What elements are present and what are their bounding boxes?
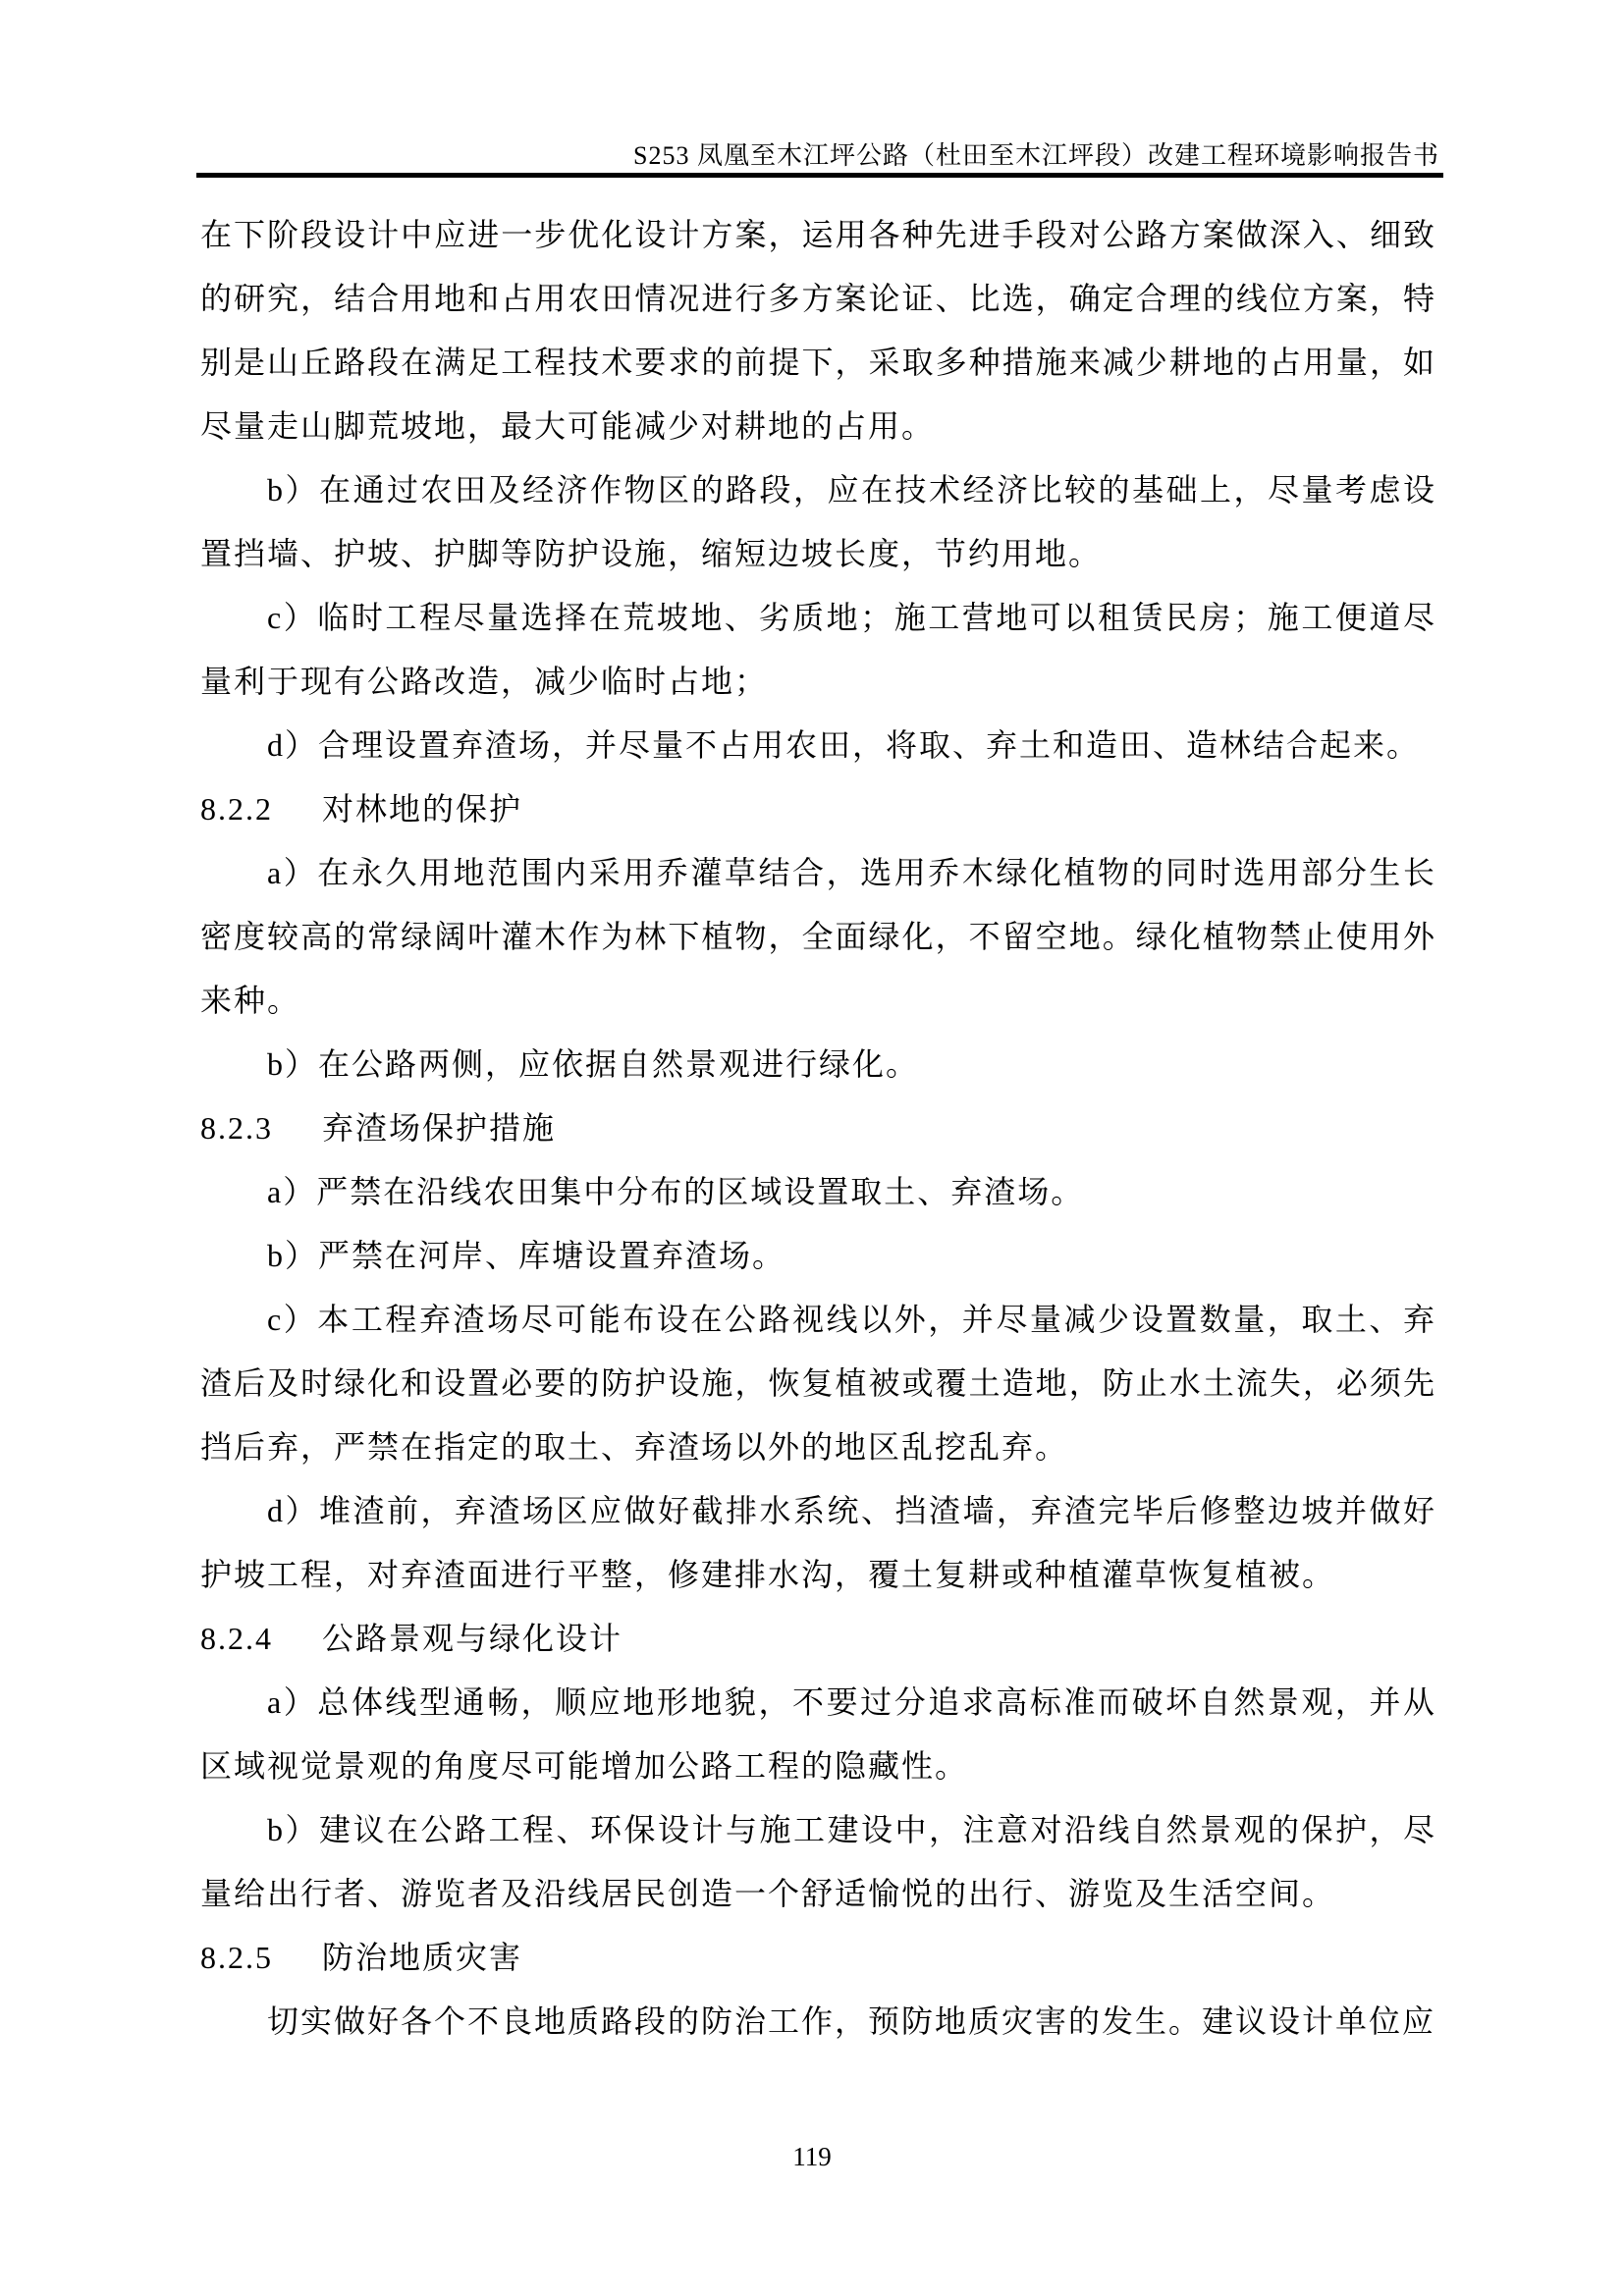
section-title: 公路景观与绿化设计 — [322, 1621, 623, 1656]
paragraph: a）严禁在沿线农田集中分布的区域设置取土、弃渣场。 — [267, 1174, 1085, 1209]
paragraph: c）临时工程尽量选择在荒坡地、劣质地；施工营地可以租赁民房；施工便道尽量利于现有公路改造，减少临时占地； — [200, 600, 1436, 699]
section-title: 弃渣场保护措施 — [322, 1110, 557, 1146]
paragraph: b）建议在公路工程、环保设计与施工建设中，注意对沿线自然景观的保护，尽量给出行者、游览者及沿线居民创造一个舒适愉悦的出行、游览及生活空间。 — [200, 1812, 1436, 1911]
section-number: 8.2.2 — [200, 791, 273, 827]
page-number: 119 — [792, 2142, 832, 2171]
paragraph: 在下阶段设计中应进一步优化设计方案，运用各种先进手段对公路方案做深入、细致的研究，结合用地和占用农田情况进行多方案论证、比选，确定合理的线位方案，特别是山丘路段在满足工程技术要求的前提下，采取多种措施来减少耕地的占用量，如尽量走山脚荒坡地，最大可能减少对耕地的占用。 — [200, 217, 1436, 444]
section-heading — [200, 1926, 1436, 1990]
section-title: 防治地质灾害 — [322, 1940, 523, 1975]
paragraph: b）在通过农田及经济作物区的路段，应在技术经济比较的基础上，尽量考虑设置挡墙、护坡、护脚等防护设施，缩短边坡长度，节约用地。 — [200, 472, 1436, 571]
paragraph: a）总体线型通畅，顺应地形地貌，不要过分追求高标准而破坏自然景观，并从区域视觉景观的角度尽可能增加公路工程的隐藏性。 — [200, 1684, 1436, 1784]
section-heading — [200, 1096, 1436, 1160]
paragraph: b）在公路两侧，应依据自然景观进行绿化。 — [267, 1046, 920, 1082]
section-number: 8.2.3 — [200, 1110, 273, 1146]
section-heading — [200, 777, 1436, 841]
page-footer — [0, 2142, 1624, 2172]
paragraph: d）堆渣前，弃渣场区应做好截排水系统、挡渣墙，弃渣完毕后修整边坡并做好护坡工程，对弃渣面进行平整，修建排水沟，覆土复耕或种植灌草恢复植被。 — [200, 1493, 1436, 1592]
document-body — [200, 203, 1436, 2054]
section-title: 对林地的保护 — [322, 791, 523, 827]
paragraph: c）本工程弃渣场尽可能布设在公路视线以外，并尽量减少设置数量，取土、弃渣后及时绿化和设置必要的防护设施，恢复植被或覆土造地，防止水土流失，必须先挡后弃，严禁在指定的取土、弃渣场以外的地区乱挖乱弃。 — [200, 1302, 1436, 1465]
section-heading — [200, 1607, 1436, 1671]
paragraph: 切实做好各个不良地质路段的防治工作，预防地质灾害的发生。建议设计单位应 — [267, 2003, 1436, 2039]
section-number: 8.2.5 — [200, 1940, 273, 1975]
paragraph: b）严禁在河岸、库塘设置弃渣场。 — [267, 1238, 786, 1273]
header-rule — [196, 173, 1443, 178]
section-number: 8.2.4 — [200, 1621, 273, 1656]
paragraph: a）在永久用地范围内采用乔灌草结合，选用乔木绿化植物的同时选用部分生长密度较高的常绿阔叶灌木作为林下植物，全面绿化，不留空地。绿化植物禁止使用外来种。 — [200, 855, 1436, 1018]
paragraph: d）合理设置弃渣场，并尽量不占用农田，将取、弃土和造田、造林结合起来。 — [267, 727, 1421, 763]
header-title: S253 凤凰至木江坪公路（杜田至木江坪段）改建工程环境影响报告书 — [633, 141, 1439, 170]
